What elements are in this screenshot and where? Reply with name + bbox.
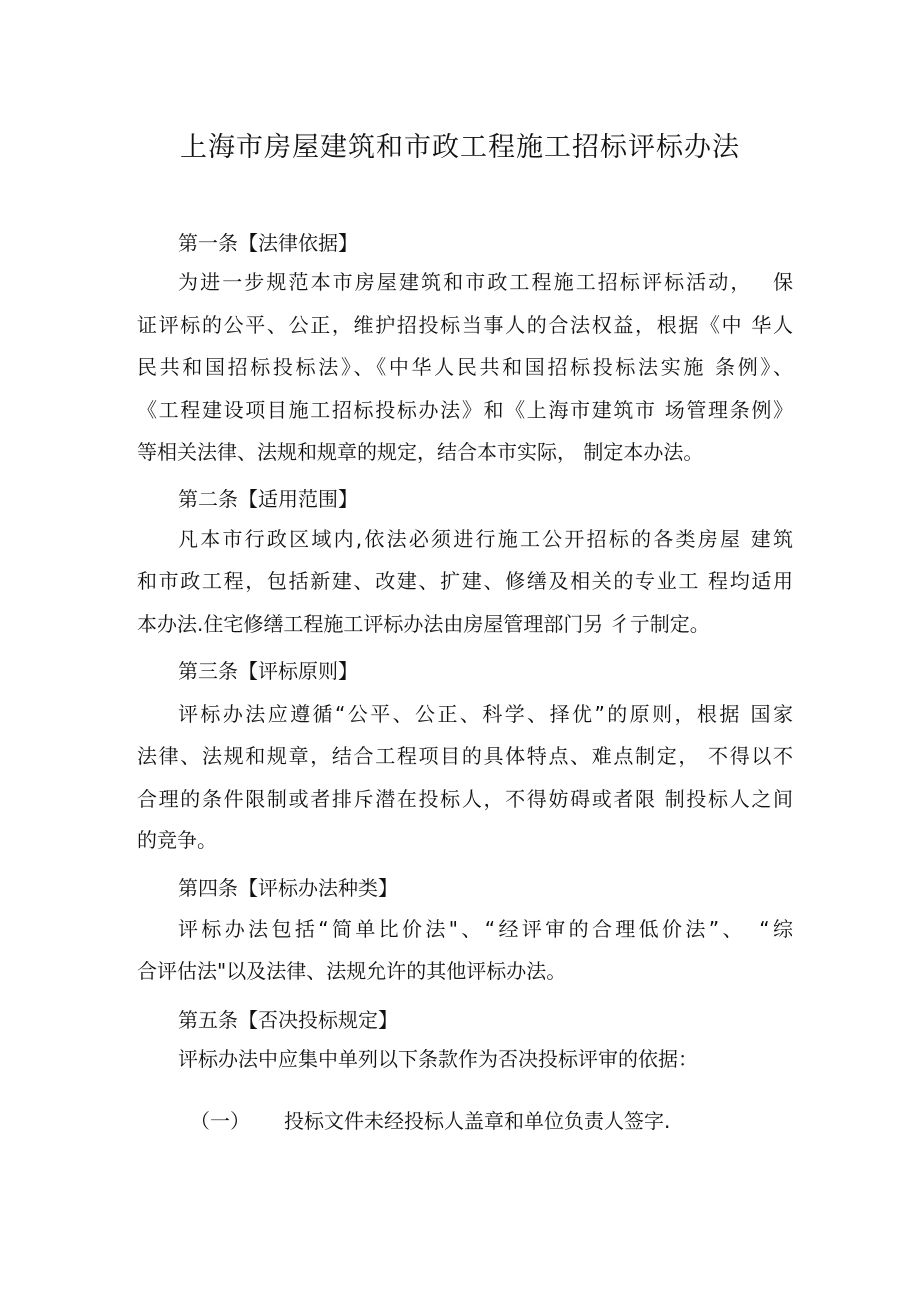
article-1-line-3: 民共和国招标投标法》、《中华人民共和国招标投标法实施 条例》、 <box>137 355 793 379</box>
list-item-number: （一） <box>190 1109 250 1133</box>
list-item-text: 投标文件未经投标人盖章和单位负责人签字. <box>284 1109 671 1133</box>
article-3-line-3: 合理的条件限制或者排斥潜在投标人，不得妨碍或者限 制投标人之间 <box>137 787 793 811</box>
article-3-line-1: 评标办法应遵循“公平、公正、科学、择优”的原则，根据 国家 <box>178 702 793 726</box>
article-3-heading: 第三条【评标原则】 <box>178 659 358 683</box>
article-1-line-1: 为进一步规范本市房屋建筑和市政工程施工招标评标活动， 保 <box>178 270 793 294</box>
article-4-line-1: 评标办法包括“简单比价法"、“经评审的合理低价法”、 “综 <box>178 917 793 941</box>
article-4-heading: 第四条【评标办法种类】 <box>178 876 398 900</box>
article-1-line-5: 等相关法律、法规和规章的规定，结合本市实际， 制定本办法。 <box>137 440 704 464</box>
article-4-line-2: 合评估法"以及法律、法规允许的其他评标办法。 <box>137 959 567 983</box>
article-2-line-2: 和市政工程，包括新建、改建、扩建、修缮及相关的专业工 程均适用 <box>137 569 793 593</box>
article-1-heading: 第一条【法律依据】 <box>178 231 358 255</box>
article-1-line-4: 《工程建设项目施工招标投标办法》和《上海市建筑市 场管理条例》 <box>137 398 793 422</box>
article-2-line-1: 凡本市行政区域内,依法必须进行施工公开招标的各类房屋 建筑 <box>178 527 793 551</box>
article-3-line-4: 的竞争。 <box>137 828 217 852</box>
document-title: 上海市房屋建筑和市政工程施工招标评标办法 <box>180 132 740 163</box>
article-2-heading: 第二条【适用范围】 <box>178 487 358 511</box>
article-3-line-2: 法律、法规和规章，结合工程项目的具体特点、难点制定， 不得以不 <box>137 744 793 768</box>
article-1-line-2: 证评标的公平、公正，维护招投标当事人的合法权益，根据《中 华人 <box>137 313 793 337</box>
article-5-line-1: 评标办法中应集中单列以下条款作为否决投标评审的依据： <box>178 1047 698 1071</box>
article-2-line-3: 本办法.住宅修缮工程施工评标办法由房屋管理部门另 彳亍制定。 <box>137 612 710 636</box>
article-5-heading: 第五条【否决投标规定】 <box>178 1008 398 1032</box>
